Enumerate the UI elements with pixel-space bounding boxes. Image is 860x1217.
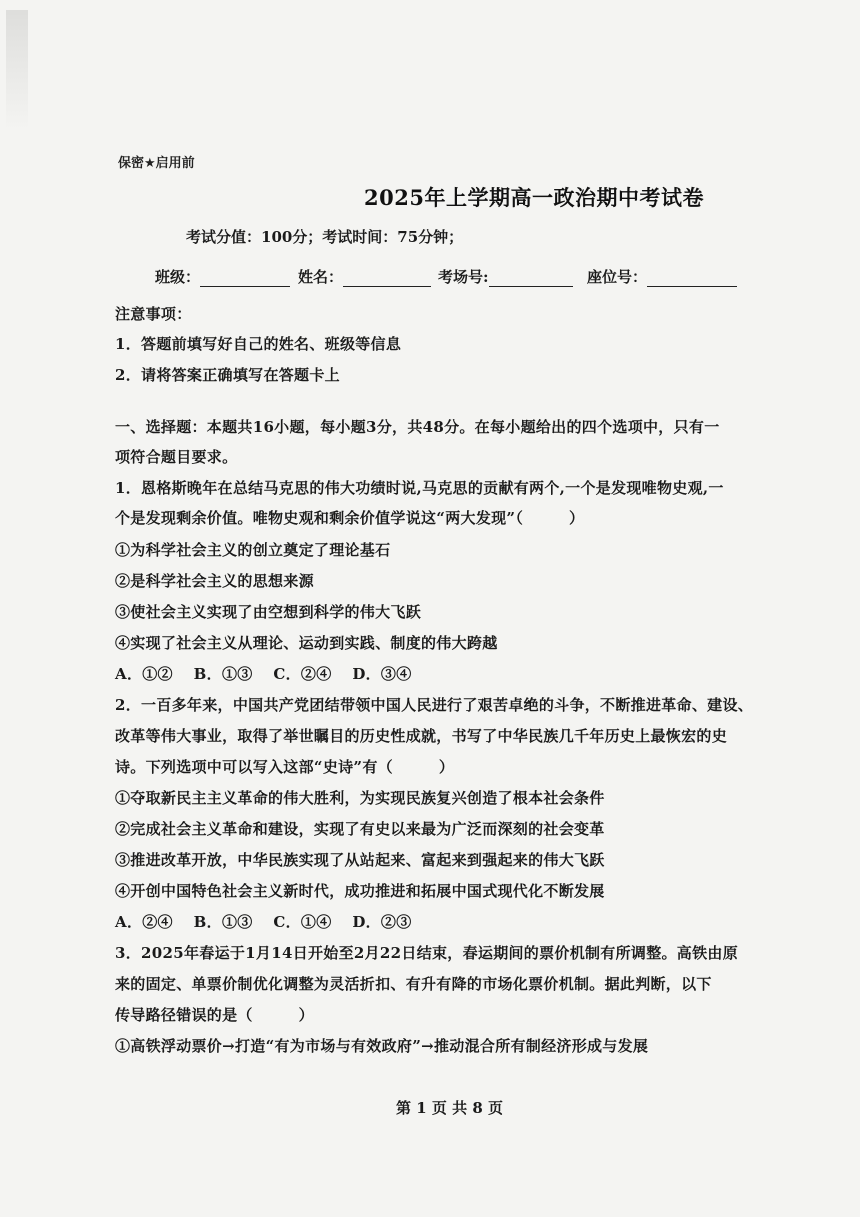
page-title: 2025年上学期高一政治期中考试卷 <box>364 185 704 210</box>
question-3-stem: 传导路径错误的是（ ） <box>115 1006 314 1024</box>
section-heading: 项符合题目要求。 <box>115 448 238 466</box>
question-2-stem: 改革等伟大事业，取得了举世瞩目的历史性成就，书写了中华民族几千年历史上最恢宏的史 <box>115 727 728 745</box>
scan-edge-shadow <box>6 10 28 130</box>
question-1-stem: 个是发现剩余价值。唯物史观和剩余价值学说这“两大发现”（ ） <box>115 509 585 527</box>
confidential-label: 保密★启用前 <box>118 156 195 171</box>
student-info-fields <box>155 266 755 290</box>
question-1-statement: ④实现了社会主义从理论、运动到实践、制度的伟大跨越 <box>115 634 498 652</box>
seat-field <box>587 266 737 287</box>
name-blank[interactable] <box>343 270 431 287</box>
note-item: 2．请将答案正确填写在答题卡上 <box>115 366 340 384</box>
class-label: 班级： <box>155 268 201 286</box>
question-1-statement: ③使社会主义实现了由空想到科学的伟大飞跃 <box>115 603 422 621</box>
question-2-statement: ①夺取新民主主义革命的伟大胜利，为实现民族复兴创造了根本社会条件 <box>115 789 605 807</box>
name-field <box>298 266 431 287</box>
question-3-statement: ①高铁浮动票价→打造“有为市场与有效政府”→推动混合所有制经济形成与发展 <box>115 1037 649 1055</box>
question-2-stem: 2．一百多年来，中国共产党团结带领中国人民进行了艰苦卓绝的斗争，不断推进革命、建设、 <box>115 696 754 714</box>
question-1-statement: ②是科学社会主义的思想来源 <box>115 572 314 590</box>
question-2-statement: ④开创中国特色社会主义新时代，成功推进和拓展中国式现代化不断发展 <box>115 882 605 900</box>
question-2-options: A．②④ B．①③ C．①④ D．②③ <box>115 913 412 931</box>
room-blank[interactable] <box>489 270 573 287</box>
question-3-stem: 3．2025年春运于1月14日开始至2月22日结束，春运期间的票价机制有所调整。高铁由原 <box>115 944 739 962</box>
class-field <box>155 266 290 287</box>
section-heading: 一、选择题：本题共16小题，每小题3分，共48分。在每小题给出的四个选项中，只有一 <box>115 418 720 436</box>
room-field <box>438 266 573 287</box>
room-label: 考场号: <box>438 268 489 286</box>
question-1-stem: 1．恩格斯晚年在总结马克思的伟大功绩时说,马克思的贡献有两个,一个是发现唯物史观,一 <box>115 479 724 497</box>
class-blank[interactable] <box>200 270 290 287</box>
question-3-stem: 来的固定、单票价制优化调整为灵活折扣、有升有降的市场化票价机制。据此判断，以下 <box>115 975 712 993</box>
question-2-stem: 诗。下列选项中可以写入这部“史诗”有（ ） <box>115 758 455 776</box>
note-item: 1．答题前填写好自己的姓名、班级等信息 <box>115 335 402 353</box>
question-2-statement: ③推进改革开放，中华民族实现了从站起来、富起来到强起来的伟大飞跃 <box>115 851 605 869</box>
seat-label: 座位号： <box>587 268 648 286</box>
question-1-statement: ①为科学社会主义的创立奠定了理论基石 <box>115 541 391 559</box>
exam-info: 考试分值：100分；考试时间：75分钟； <box>186 228 464 246</box>
seat-blank[interactable] <box>647 270 737 287</box>
notes-heading: 注意事项： <box>115 305 192 323</box>
page-number: 第 1 页 共 8 页 <box>396 1099 503 1117</box>
name-label: 姓名： <box>298 268 344 286</box>
question-1-options: A．①② B．①③ C．②④ D．③④ <box>115 665 412 683</box>
question-2-statement: ②完成社会主义革命和建设，实现了有史以来最为广泛而深刻的社会变革 <box>115 820 605 838</box>
